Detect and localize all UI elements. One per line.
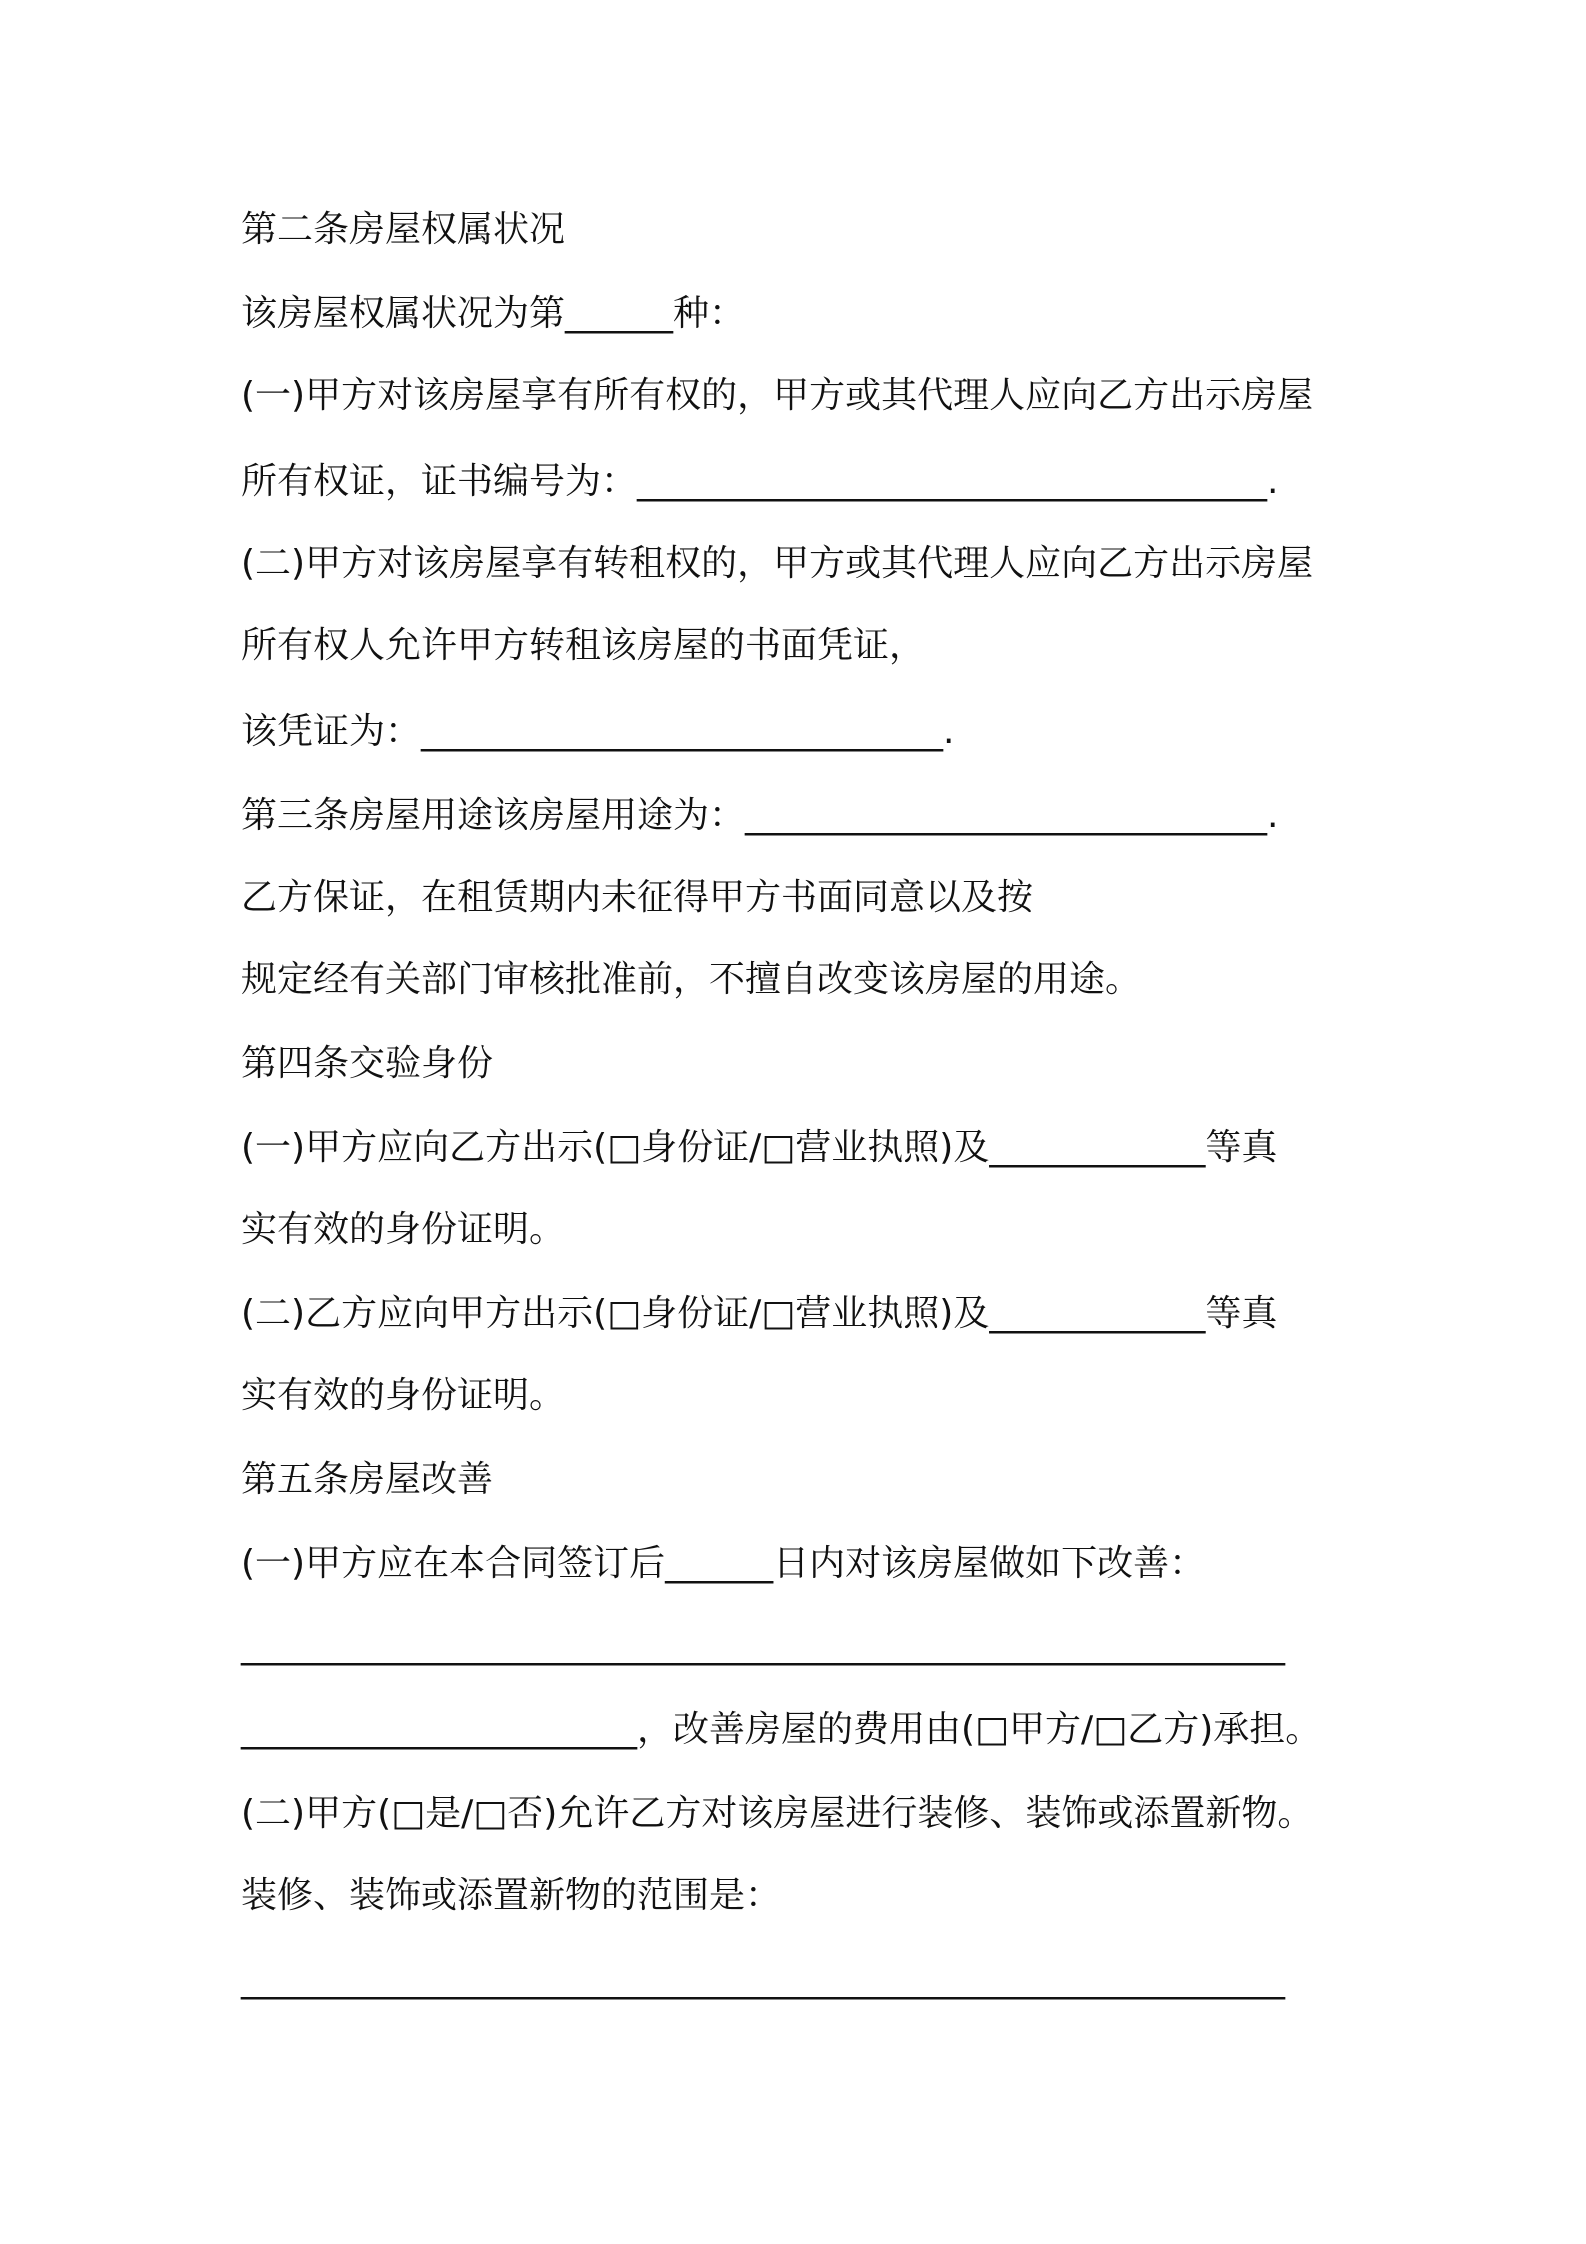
decoration-scope-blank-line: __________________________________________________________ [241, 1959, 1285, 2000]
ownership-clause-2: (二)甲方对该房屋享有转租权的，甲方或其代理人应向乙方出示房屋 [241, 543, 1314, 584]
certificate-number-line: 所有权证，证书编号为：___________________________________. [241, 461, 1279, 502]
improvement-blank-line: __________________________________________________________ [241, 1625, 1285, 1666]
sublease-consent-line: 所有权人允许甲方转租该房屋的书面凭证， [241, 625, 926, 666]
improvement-clause-1: (一)甲方应在本合同签订后______日内对该房屋做如下改善： [241, 1543, 1206, 1584]
decoration-scope-line: 装修、装饰或添置新物的范围是： [241, 1875, 782, 1916]
decoration-clause-2: (二)甲方(□是/□否)允许乙方对该房屋进行装修、装饰或添置新物。 [241, 1793, 1314, 1834]
article-2-heading: 第二条房屋权属状况 [241, 209, 566, 250]
purpose-guarantee-line-2: 规定经有关部门审核批准前，不擅自改变该房屋的用途。 [241, 959, 1142, 1000]
identity-clause-1-cont: 实有效的身份证明。 [241, 1209, 566, 1250]
ownership-type-line: 该房屋权属状况为第______种： [241, 293, 746, 334]
improvement-cost-line: ______________________，改善房屋的费用由(□甲方/□乙方)承担。 [241, 1709, 1322, 1750]
purpose-guarantee-line-1: 乙方保证，在租赁期内未征得甲方书面同意以及按 [241, 877, 1034, 918]
identity-clause-2-cont: 实有效的身份证明。 [241, 1375, 566, 1416]
article-5-heading: 第五条房屋改善 [241, 1459, 494, 1500]
article-3-purpose-line: 第三条房屋用途该房屋用途为：_____________________________. [241, 795, 1279, 836]
article-4-heading: 第四条交验身份 [241, 1043, 494, 1084]
identity-clause-2: (二)乙方应向甲方出示(□身份证/□营业执照)及____________等真 [241, 1293, 1278, 1334]
identity-clause-1: (一)甲方应向乙方出示(□身份证/□营业执照)及____________等真 [241, 1127, 1278, 1168]
ownership-clause-1: (一)甲方对该房屋享有所有权的，甲方或其代理人应向乙方出示房屋 [241, 375, 1314, 416]
voucher-line: 该凭证为：_____________________________. [241, 711, 955, 752]
